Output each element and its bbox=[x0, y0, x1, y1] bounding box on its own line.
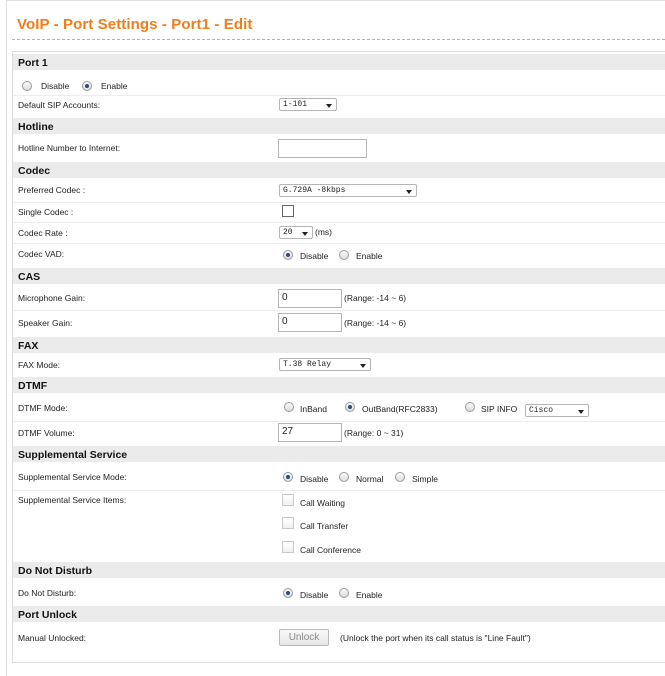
preferred-codec-value: G.729A -8kbps bbox=[283, 186, 346, 195]
section-hotline: Hotline bbox=[13, 118, 665, 134]
row-divider bbox=[13, 421, 665, 422]
port-enable-label: Enable bbox=[101, 81, 128, 91]
dnd-label: Do Not Disturb: bbox=[18, 588, 77, 598]
chevron-down-icon bbox=[406, 190, 412, 194]
chevron-down-icon bbox=[360, 364, 366, 368]
section-port: Port 1 bbox=[13, 54, 665, 70]
dtmf-sipinfo-radio[interactable] bbox=[465, 402, 475, 412]
microphone-gain-label: Microphone Gain: bbox=[18, 293, 86, 303]
single-codec-label: Single Codec : bbox=[18, 207, 74, 217]
call-conference-label: Call Conference bbox=[300, 545, 361, 555]
supplemental-normal-label: Normal bbox=[356, 474, 384, 484]
chevron-down-icon bbox=[326, 104, 332, 108]
supplemental-simple-radio[interactable] bbox=[395, 472, 405, 482]
chevron-down-icon bbox=[578, 410, 584, 414]
row-divider bbox=[13, 310, 665, 311]
supplemental-normal-radio[interactable] bbox=[339, 472, 349, 482]
supplemental-disable-radio[interactable] bbox=[283, 472, 293, 482]
codec-vad-disable-label: Disable bbox=[300, 251, 329, 261]
codec-vad-label: Codec VAD: bbox=[18, 249, 65, 259]
dtmf-mode-label: DTMF Mode: bbox=[18, 403, 68, 413]
dtmf-inband-radio[interactable] bbox=[284, 402, 294, 412]
section-unlock: Port Unlock bbox=[13, 606, 665, 622]
section-dtmf: DTMF bbox=[13, 377, 665, 393]
call-waiting-label: Call Waiting bbox=[300, 498, 346, 508]
codec-vad-disable-radio[interactable] bbox=[283, 250, 293, 260]
dnd-enable-radio[interactable] bbox=[339, 588, 349, 598]
microphone-gain-input[interactable]: 0 bbox=[278, 289, 342, 308]
call-waiting-checkbox[interactable] bbox=[282, 494, 294, 506]
dnd-enable-label: Enable bbox=[356, 590, 383, 600]
section-supplemental: Supplemental Service bbox=[13, 446, 665, 462]
dtmf-sipinfo-label: SIP INFO bbox=[481, 404, 518, 414]
codec-rate-label: Codec Rate : bbox=[18, 228, 68, 238]
fax-mode-label: FAX Mode: bbox=[18, 360, 61, 370]
row-divider bbox=[13, 222, 665, 223]
codec-vad-enable-label: Enable bbox=[356, 251, 383, 261]
microphone-gain-range: (Range: -14 ~ 6) bbox=[344, 293, 407, 303]
dnd-disable-radio[interactable] bbox=[283, 588, 293, 598]
unlock-note: (Unlock the port when its call status is "Line Fault") bbox=[340, 633, 531, 643]
chevron-down-icon bbox=[302, 232, 308, 236]
row-divider bbox=[13, 95, 665, 96]
page-title: VoIP - Port Settings - Port1 - Edit bbox=[17, 16, 253, 33]
port-disable-radio[interactable] bbox=[22, 81, 32, 91]
dtmf-volume-label: DTMF Volume: bbox=[18, 428, 75, 438]
fax-mode-value: T.38 Relay bbox=[283, 360, 332, 369]
port-enable-radio[interactable] bbox=[82, 81, 92, 91]
sip-accounts-label: Default SIP Accounts: bbox=[18, 100, 101, 110]
call-transfer-checkbox[interactable] bbox=[282, 517, 294, 529]
dtmf-outband-label: OutBand(RFC2833) bbox=[362, 404, 438, 414]
speaker-gain-range: (Range: -14 ~ 6) bbox=[344, 318, 407, 328]
dtmf-volume-range: (Range: 0 ~ 31) bbox=[344, 428, 404, 438]
speaker-gain-label: Speaker Gain: bbox=[18, 318, 73, 328]
supplemental-mode-label: Supplemental Service Mode: bbox=[18, 472, 127, 482]
preferred-codec-select[interactable] bbox=[279, 184, 417, 197]
port-disable-label: Disable bbox=[41, 81, 70, 91]
sip-accounts-value: 1-101 bbox=[283, 100, 308, 109]
codec-rate-value: 20 bbox=[283, 228, 293, 237]
preferred-codec-label: Preferred Codec : bbox=[18, 185, 86, 195]
section-cas: CAS bbox=[13, 268, 665, 284]
section-codec: Codec bbox=[13, 162, 665, 178]
supplemental-simple-label: Simple bbox=[412, 474, 438, 484]
dtmf-outband-radio[interactable] bbox=[345, 402, 355, 412]
dtmf-sipinfo-value: Cisco bbox=[529, 406, 554, 415]
title-divider bbox=[12, 39, 665, 40]
unlock-button[interactable]: Unlock bbox=[279, 629, 329, 646]
section-fax: FAX bbox=[13, 337, 665, 353]
row-divider bbox=[13, 490, 665, 491]
row-divider bbox=[13, 243, 665, 244]
supplemental-disable-label: Disable bbox=[300, 474, 329, 484]
dnd-disable-label: Disable bbox=[300, 590, 329, 600]
hotline-number-input[interactable] bbox=[278, 139, 367, 158]
single-codec-checkbox[interactable] bbox=[282, 205, 294, 217]
call-transfer-label: Call Transfer bbox=[300, 521, 349, 531]
dtmf-inband-label: InBand bbox=[300, 404, 327, 414]
call-conference-checkbox[interactable] bbox=[282, 541, 294, 553]
sip-accounts-select[interactable] bbox=[279, 98, 337, 111]
codec-vad-enable-radio[interactable] bbox=[339, 250, 349, 260]
speaker-gain-input[interactable]: 0 bbox=[278, 313, 342, 332]
codec-rate-select[interactable] bbox=[279, 226, 313, 239]
dtmf-sipinfo-select[interactable] bbox=[525, 404, 589, 417]
fax-mode-select[interactable] bbox=[279, 358, 371, 371]
supplemental-items-label: Supplemental Service Items: bbox=[18, 495, 127, 505]
dtmf-volume-input[interactable]: 27 bbox=[278, 423, 342, 442]
codec-rate-unit: (ms) bbox=[315, 227, 332, 237]
row-divider bbox=[13, 202, 665, 203]
manual-unlocked-label: Manual Unlocked: bbox=[18, 633, 87, 643]
section-dnd: Do Not Disturb bbox=[13, 562, 665, 578]
hotline-number-label: Hotline Number to Internet: bbox=[18, 143, 121, 153]
